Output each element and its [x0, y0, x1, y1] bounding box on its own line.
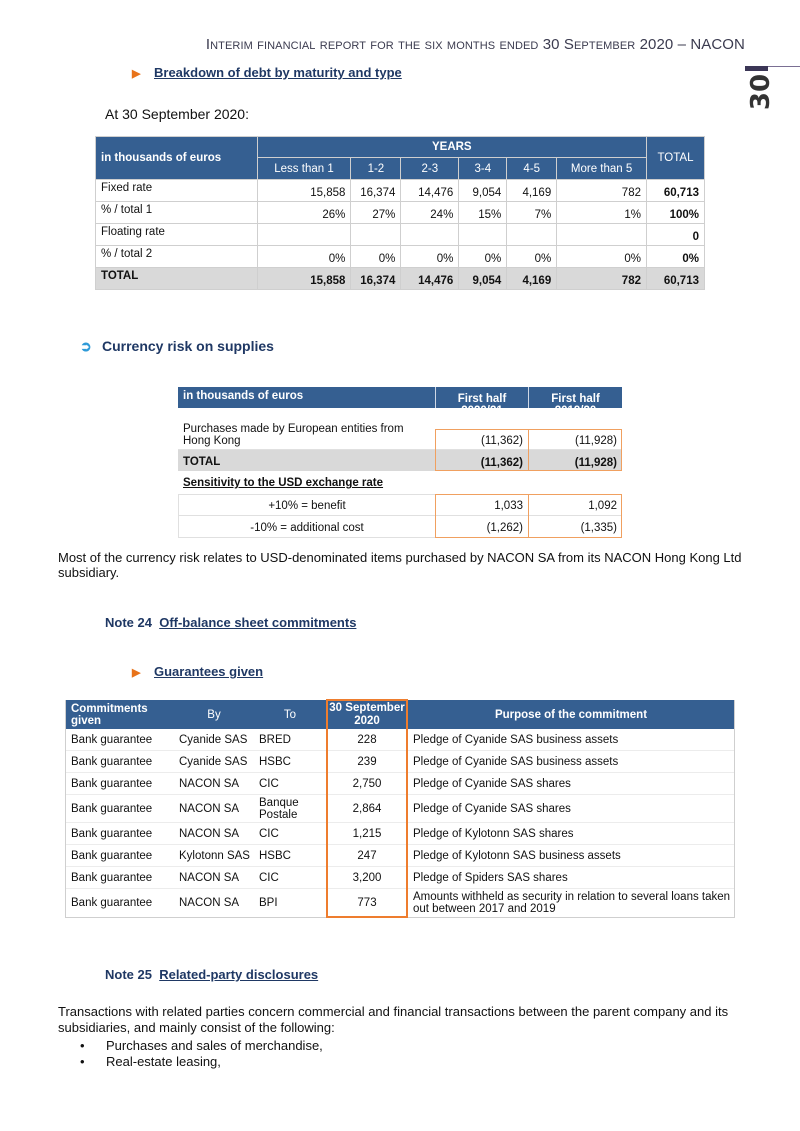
col-header: 1-2: [351, 158, 401, 180]
cell: 7%: [507, 202, 557, 224]
cell: (11,928): [575, 435, 617, 447]
cell: Pledge of Kylotonn SAS shares: [413, 827, 574, 840]
cell: [557, 224, 647, 246]
cell: CIC: [259, 871, 279, 884]
note24-heading: [105, 615, 356, 630]
cell: 0%: [557, 246, 647, 268]
row-label: TOTAL: [96, 268, 258, 290]
cell: Kylotonn SAS: [179, 849, 250, 862]
triangle-bullet-icon: ▶: [132, 68, 141, 80]
col-header: Purpose of the commitment: [494, 708, 648, 721]
cell: NACON SA: [179, 897, 240, 909]
unit-header: in thousands of euros: [96, 137, 258, 180]
note-number: Note 25: [105, 967, 152, 982]
table-row: [66, 845, 734, 867]
cell: 9,054: [459, 180, 507, 202]
col-header: Less than 1: [257, 158, 351, 180]
row-label: % / total 2: [96, 246, 258, 268]
note-number: Note 24: [105, 615, 152, 630]
currency-table-header: [178, 387, 622, 417]
cell: NACON SA: [179, 802, 240, 815]
cell: Bank guarantee: [71, 849, 153, 862]
debt-section-heading: [132, 65, 402, 80]
cell: [401, 224, 459, 246]
running-header: Interim financial report for the six months ended 30 September 2020 – NACON: [205, 36, 745, 53]
cell: 782: [557, 180, 647, 202]
col-header: 2-3: [401, 158, 459, 180]
table-row: [66, 795, 734, 823]
cell: Cyanide SAS: [179, 755, 248, 768]
cell: 773: [357, 897, 377, 909]
cell: 1,092: [588, 500, 617, 512]
cell: (11,362): [480, 457, 523, 469]
cell: Bank guarantee: [71, 897, 153, 909]
cell: (1,262): [486, 522, 523, 534]
row-label: TOTAL: [183, 456, 221, 468]
cell: 1,215: [352, 827, 382, 840]
bullet-icon: •: [80, 1038, 85, 1053]
cell: Pledge of Cyanide SAS business assets: [413, 755, 619, 768]
currency-note: Most of the currency risk relates to USD-denominated items purchased by NACON SA from its NACON Hong Kong Ltd subsidiary.: [58, 550, 742, 580]
cell: 0%: [507, 246, 557, 268]
row-total: 100%: [646, 202, 704, 224]
list-item: [80, 1038, 323, 1054]
cell: 16,374: [351, 268, 401, 290]
date-label: At 30 September 2020:: [105, 106, 249, 122]
cell: Pledge of Cyanide SAS business assets: [413, 733, 619, 746]
cell: 0%: [351, 246, 401, 268]
cell: [351, 224, 401, 246]
currency-heading-text: Currency risk on supplies: [102, 338, 274, 354]
cell: Pledge of Kylotonn SAS business assets: [413, 849, 621, 862]
cell: CIC: [259, 777, 279, 790]
col-header: 3-4: [459, 158, 507, 180]
cell: Banque Postale: [259, 796, 299, 821]
col-header: 4-5: [507, 158, 557, 180]
cell: 2,750: [352, 777, 382, 790]
cell: HSBC: [259, 849, 291, 862]
cell: [459, 224, 507, 246]
table-row: [66, 823, 734, 845]
circled-arrow-icon: ➲: [80, 338, 92, 354]
cell: Cyanide SAS: [179, 733, 248, 746]
cell: 16,374: [351, 180, 401, 202]
cell: 26%: [257, 202, 351, 224]
cell: Pledge of Cyanide SAS shares: [413, 777, 571, 790]
guarantees-table: [65, 700, 735, 918]
currency-section-heading: [80, 338, 274, 355]
currency-risk-table: [178, 387, 622, 538]
cell: 0%: [257, 246, 351, 268]
cell: 15%: [459, 202, 507, 224]
table-row: [66, 889, 734, 917]
cell: NACON SA: [179, 777, 240, 790]
col-header: 30 September 2020: [329, 701, 405, 727]
cell: NACON SA: [179, 871, 240, 884]
cell: 1,033: [494, 500, 523, 512]
note25-heading: [105, 967, 318, 982]
cell: Pledge of Spiders SAS shares: [413, 871, 568, 884]
row-total: 0%: [646, 246, 704, 268]
cell: 14,476: [401, 268, 459, 290]
total-row: [96, 268, 705, 290]
triangle-bullet-icon: ▶: [132, 667, 141, 679]
col-header-2020: First half 2020/21: [435, 387, 528, 408]
cell: 228: [357, 733, 377, 746]
cell: Pledge of Cyanide SAS shares: [413, 802, 571, 815]
col-header: Commitments given: [71, 702, 148, 727]
total-header: TOTAL: [646, 137, 704, 180]
list-item: [80, 1054, 323, 1070]
note-title: Related-party disclosures: [159, 967, 319, 982]
cell: [257, 224, 351, 246]
table-row: [66, 867, 734, 889]
cell: 24%: [401, 202, 459, 224]
page-tab-line: [768, 66, 800, 67]
debt-maturity-table: [95, 136, 705, 290]
cell: BRED: [259, 733, 291, 746]
col-header-2019: First half 2019/20: [528, 387, 622, 408]
cell: 0%: [459, 246, 507, 268]
cell: 4,169: [507, 180, 557, 202]
table-row: [66, 751, 734, 773]
sensitivity-label: Sensitivity to the USD exchange rate: [183, 477, 384, 489]
cell: 15,858: [257, 180, 351, 202]
guarantees-heading-text: Guarantees given: [154, 664, 264, 679]
cell: Bank guarantee: [71, 827, 153, 840]
row-total: 0: [646, 224, 704, 246]
row-label: Purchases made by European entities from Hong Kong: [183, 423, 404, 447]
row-label: +10% = benefit: [268, 500, 346, 512]
cell: 15,858: [257, 268, 351, 290]
col-header: More than 5: [557, 158, 647, 180]
row-total: 60,713: [646, 268, 704, 290]
cell: 1%: [557, 202, 647, 224]
cell: (1,335): [580, 522, 617, 534]
note-title: Off-balance sheet commitments: [159, 615, 357, 630]
cell: 27%: [351, 202, 401, 224]
cell: 3,200: [352, 871, 382, 884]
bullet-text: Purchases and sales of merchandise,: [106, 1038, 323, 1053]
guarantees-heading: [132, 664, 263, 679]
cell: NACON SA: [179, 827, 240, 840]
col-header: To: [283, 708, 297, 721]
row-label: Floating rate: [96, 224, 258, 246]
cell: Bank guarantee: [71, 733, 153, 746]
cell: 14,476: [401, 180, 459, 202]
cell: Amounts withheld as security in relation to several loans taken out between 2017 and 2019: [413, 891, 731, 915]
cell: Bank guarantee: [71, 755, 153, 768]
table-row: [96, 180, 705, 202]
cell: HSBC: [259, 755, 291, 768]
table-row: [66, 729, 734, 751]
table-row: [66, 773, 734, 795]
cell: CIC: [259, 827, 279, 840]
cell: (11,928): [574, 457, 617, 469]
cell: 2,864: [352, 802, 382, 815]
cell: (11,362): [481, 435, 523, 447]
years-header: YEARS: [257, 137, 646, 158]
cell: 9,054: [459, 268, 507, 290]
related-party-paragraph: Transactions with related parties concern commercial and financial transactions between the parent company and its subsidiaries, and mainly consist of the following:: [58, 1004, 729, 1035]
related-party-bullets: [80, 1038, 323, 1070]
row-label: % / total 1: [96, 202, 258, 224]
cell: Bank guarantee: [71, 802, 153, 815]
table-row: [96, 224, 705, 246]
cell: 4,169: [507, 268, 557, 290]
row-total: 60,713: [646, 180, 704, 202]
cell: 0%: [401, 246, 459, 268]
cell: Bank guarantee: [71, 777, 153, 790]
cell: Bank guarantee: [71, 871, 153, 884]
debt-heading-text: Breakdown of debt by maturity and type: [154, 65, 402, 80]
cell: [507, 224, 557, 246]
row-label: -10% = additional cost: [250, 522, 364, 534]
cell: 247: [357, 849, 377, 862]
col-header: By: [207, 708, 221, 721]
table-row: [96, 202, 705, 224]
guarantees-header: [66, 700, 734, 729]
bullet-icon: •: [80, 1054, 85, 1069]
table-row: [96, 246, 705, 268]
unit-header: in thousands of euros: [183, 390, 304, 402]
bullet-text: Real-estate leasing,: [106, 1054, 221, 1069]
row-label: Fixed rate: [96, 180, 258, 202]
page-number-tab: [745, 63, 800, 123]
cell: 782: [557, 268, 647, 290]
cell: 239: [357, 755, 377, 768]
page-number: 30: [746, 73, 776, 111]
cell: BPI: [259, 897, 278, 909]
